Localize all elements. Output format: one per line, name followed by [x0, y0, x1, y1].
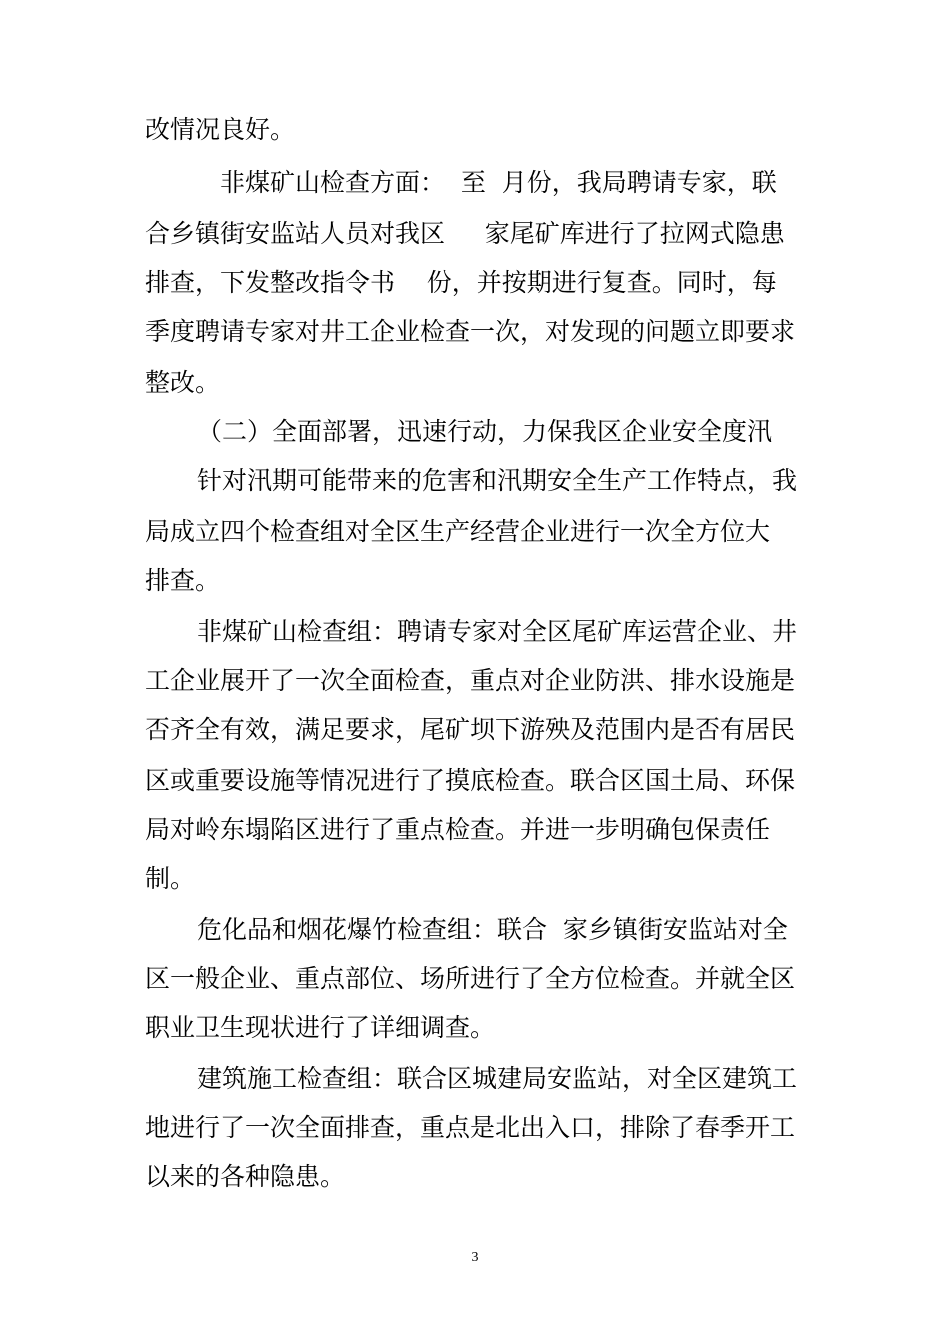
text-line: 针对汛期可能带来的危害和汛期安全生产工作特点，我 — [197, 466, 798, 495]
text-line: 危化品和烟花爆竹检查组：联合 家乡镇街安监站对全 — [197, 915, 788, 944]
text-line: 以来的各种隐患。 — [145, 1162, 346, 1191]
page-number: 3 — [471, 1250, 479, 1265]
text-line: 区或重要设施等情况进行了摸底检查。联合区国土局、环保 — [145, 766, 796, 795]
text-line: 地进行了一次全面排查，重点是北出入口，排除了春季开工 — [145, 1113, 796, 1142]
text-line: 建筑施工检查组：联合区城建局安监站，对全区建筑工 — [197, 1064, 798, 1093]
text-line: 局成立四个检查组对全区生产经营企业进行一次全方位大 — [145, 517, 771, 546]
text-line: 局对岭东塌陷区进行了重点检查。并进一步明确包保责任 — [145, 815, 771, 844]
text-line: 区一般企业、重点部位、场所进行了全方位检查。并就全区 — [145, 964, 796, 993]
text-line: 非煤矿山检查组：聘请专家对全区尾矿库运营企业、井 — [197, 617, 798, 646]
text-line: 改情况良好。 — [145, 115, 296, 144]
text-line: 工企业展开了一次全面检查，重点对企业防洪、排水设施是 — [145, 666, 796, 695]
text-line: 整改。 — [145, 368, 221, 397]
text-line: 排查。 — [145, 566, 221, 595]
text-line: 排查，下发整改指令书 份，并按期进行复查。同时，每 — [145, 268, 777, 297]
text-line: 制。 — [145, 864, 196, 893]
text-line: 非煤矿山检查方面： 至 月份，我局聘请专家，联 — [220, 168, 777, 197]
text-line: 职业卫生现状进行了详细调查。 — [145, 1013, 496, 1042]
text-line: 否齐全有效，满足要求，尾矿坝下游殃及范围内是否有居民 — [145, 715, 796, 744]
text-line: 合乡镇街安监站人员对我区 家尾矿库进行了拉网式隐患 — [145, 219, 785, 248]
section-heading: （二）全面部署，迅速行动，力保我区企业安全度汛 — [197, 417, 773, 446]
text-line: 季度聘请专家对井工企业检查一次，对发现的问题立即要求 — [145, 317, 796, 346]
